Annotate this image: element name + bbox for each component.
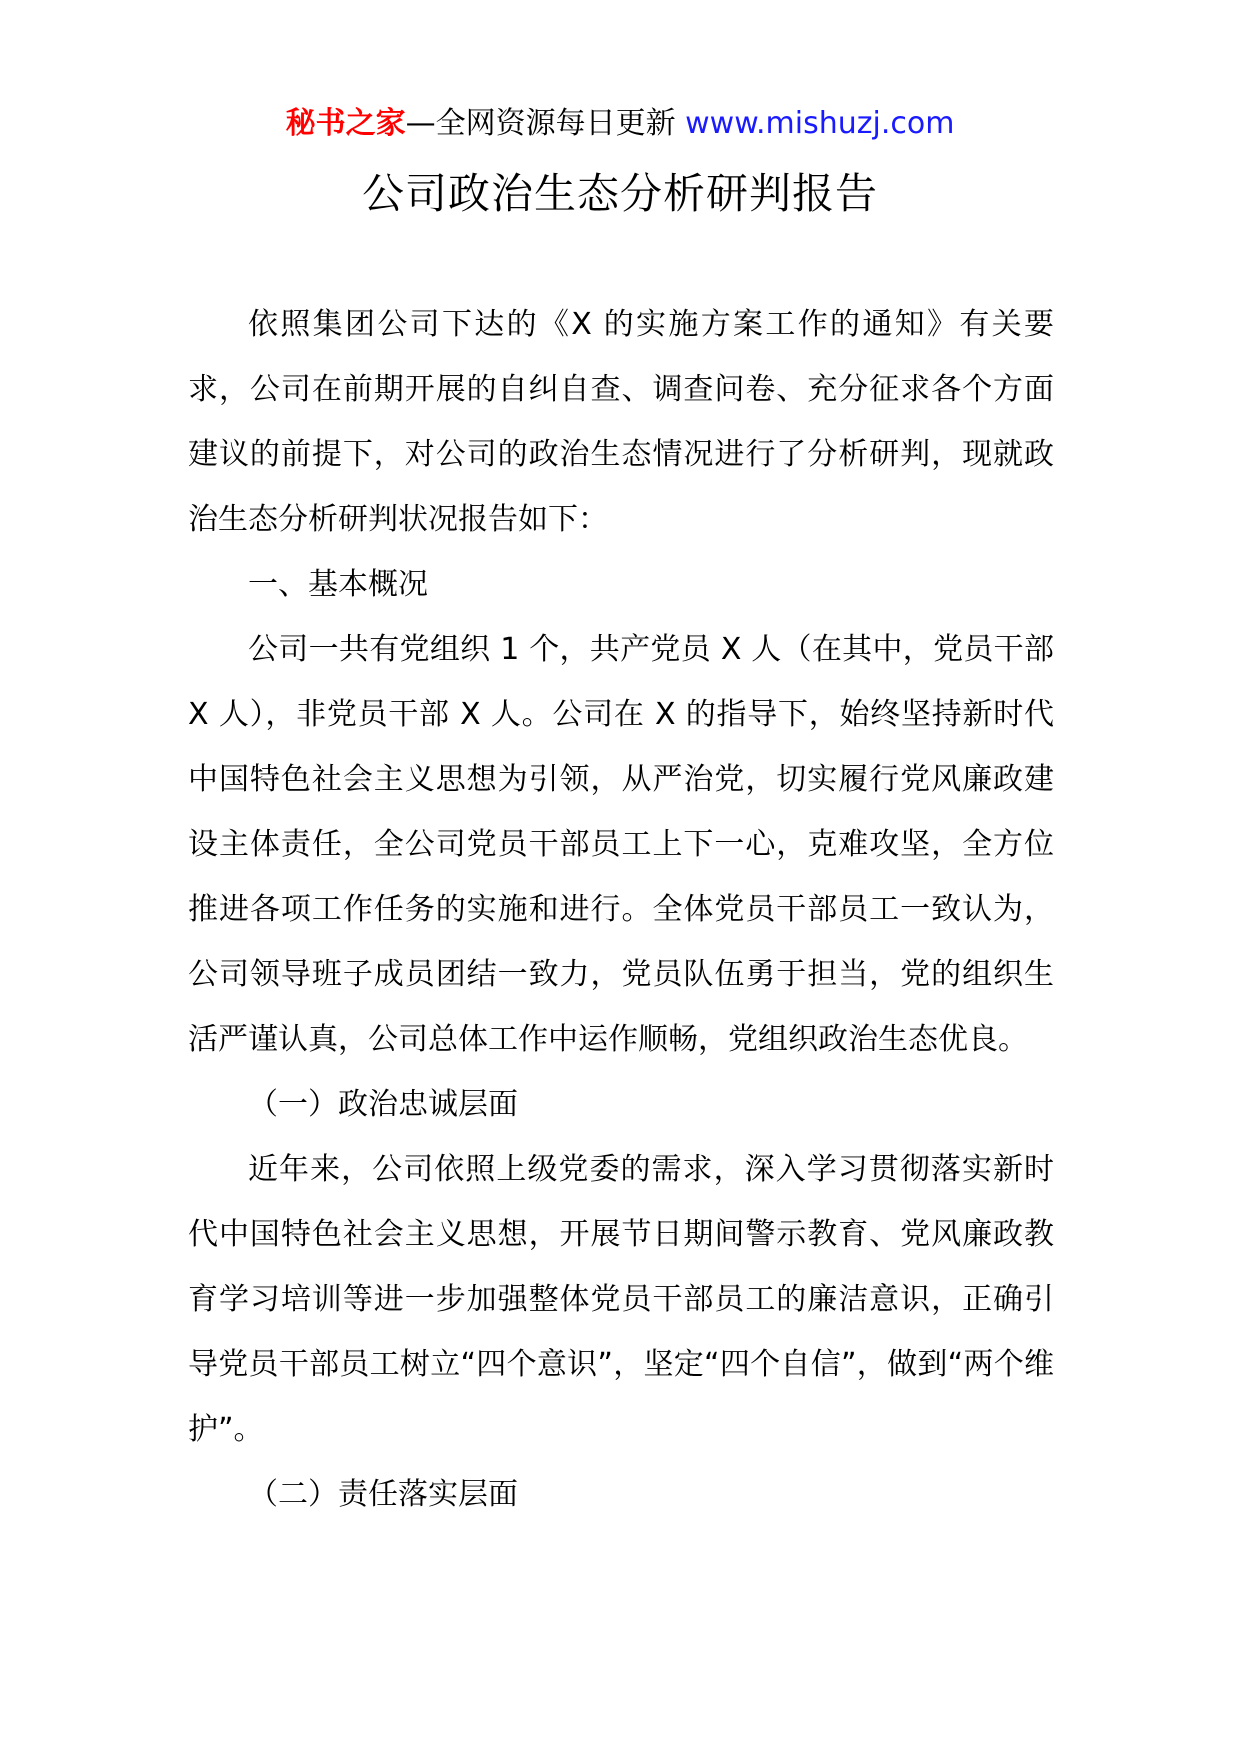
intro-paragraph: 依照集团公司下达的《X 的实施方案工作的通知》有关要求，公司在前期开展的自纠自查、调查问卷、充分征求各个方面建议的前提下，对公司的政治生态情况进行了分析研判，现就政治生态分析研判状况报告如下： bbox=[188, 307, 1054, 537]
subsection-heading-responsibility: （二）责任落实层面 bbox=[248, 1477, 518, 1512]
document-title: 公司政治生态分析研判报告 bbox=[361, 169, 878, 218]
section-heading-basic-overview: 一、基本概况 bbox=[248, 567, 428, 602]
document-body bbox=[188, 292, 1054, 1527]
site-url-link[interactable]: www.mishuzj.com bbox=[685, 106, 955, 141]
political-loyalty-paragraph: 近年来，公司依照上级党委的需求，深入学习贯彻落实新时代中国特色社会主义思想，开展节日期间警示教育、党风廉政教育学习培训等进一步加强整体党员干部员工的廉洁意识，正确引导党员干部员工树立“四个意识”，坚定“四个自信”，做到“两个维护”。 bbox=[188, 1152, 1054, 1447]
site-brand: 秘书之家 bbox=[285, 106, 406, 141]
overview-paragraph: 公司一共有党组织 1 个，共产党员 X 人（在其中，党员干部 X 人），非党员干部 X 人。公司在 X 的指导下，始终坚持新时代中国特色社会主义思想为引领，从严治党，切实履行党风廉政建设主体责任，全公司党员干部员工上下一心，克难攻坚，全方位推进各项工作任务的实施和进行。全体党员干部员工一致认为，公司领导班子成员团结一致力，党员队伍勇于担当，党的组织生活严谨认真，公司总体工作中运作顺畅，党组织政治生态优良。 bbox=[188, 632, 1054, 1057]
subsection-heading-political-loyalty: （一）政治忠诚层面 bbox=[248, 1087, 518, 1122]
site-header bbox=[0, 104, 1240, 144]
site-tagline: —全网资源每日更新 bbox=[405, 106, 676, 141]
